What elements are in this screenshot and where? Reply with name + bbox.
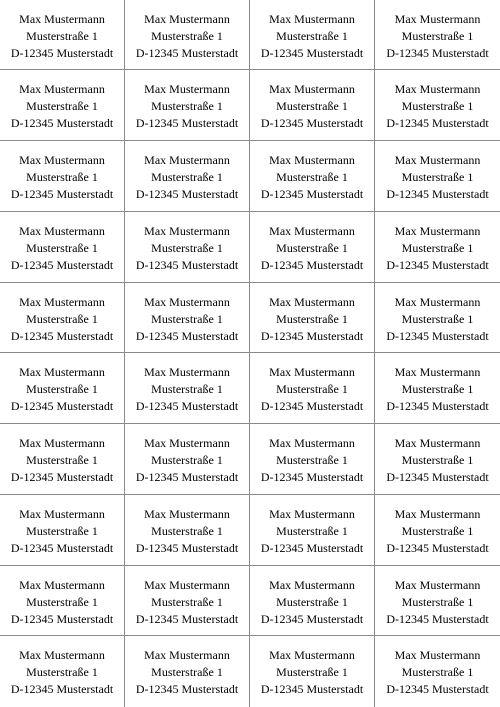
label-city: D-12345 Musterstadt	[386, 541, 489, 555]
label-street: Musterstraße 1	[401, 170, 474, 184]
label-name: Max Mustermann	[19, 436, 105, 450]
label-name: Max Mustermann	[269, 153, 355, 167]
label-name: Max Mustermann	[394, 507, 481, 521]
label-city: D-12345 Musterstadt	[135, 187, 239, 201]
label-street: Musterstraße 1	[401, 241, 474, 255]
label-street: Musterstraße 1	[26, 241, 98, 255]
label-name: Max Mustermann	[144, 295, 230, 309]
label-name: Max Mustermann	[19, 224, 105, 238]
label-street: Musterstraße 1	[276, 312, 348, 326]
address-label	[375, 636, 500, 707]
label-street: Musterstraße 1	[401, 29, 474, 43]
label-street: Musterstraße 1	[401, 99, 474, 113]
label-name: Max Mustermann	[19, 507, 105, 521]
label-street: Musterstraße 1	[401, 595, 474, 609]
label-name: Max Mustermann	[394, 365, 481, 379]
address-label	[0, 566, 125, 636]
label-name: Max Mustermann	[19, 365, 105, 379]
label-city: D-12345 Musterstadt	[260, 612, 364, 626]
label-street: Musterstraße 1	[401, 524, 474, 538]
label-street: Musterstraße 1	[151, 29, 223, 43]
address-label	[125, 636, 250, 707]
label-city: D-12345 Musterstadt	[135, 399, 239, 413]
label-street: Musterstraße 1	[151, 99, 223, 113]
label-city: D-12345 Musterstadt	[135, 682, 239, 696]
label-name: Max Mustermann	[269, 365, 355, 379]
address-label	[375, 424, 500, 495]
label-street: Musterstraße 1	[151, 524, 223, 538]
label-city: D-12345 Musterstadt	[10, 258, 114, 272]
address-label	[375, 212, 500, 283]
address-label	[0, 70, 125, 141]
label-name: Max Mustermann	[144, 578, 230, 592]
label-street: Musterstraße 1	[276, 29, 348, 43]
label-street: Musterstraße 1	[401, 665, 474, 679]
address-label	[375, 0, 500, 70]
label-street: Musterstraße 1	[276, 595, 348, 609]
address-label	[375, 283, 500, 353]
label-city: D-12345 Musterstadt	[386, 329, 489, 343]
address-label	[125, 0, 250, 70]
address-label	[125, 212, 250, 283]
label-city: D-12345 Musterstadt	[260, 116, 364, 130]
label-city: D-12345 Musterstadt	[10, 470, 114, 484]
address-label	[0, 495, 125, 566]
label-city: D-12345 Musterstadt	[135, 541, 239, 555]
label-name: Max Mustermann	[394, 436, 481, 450]
label-city: D-12345 Musterstadt	[386, 682, 489, 696]
label-street: Musterstraße 1	[151, 241, 223, 255]
label-name: Max Mustermann	[144, 507, 230, 521]
label-name: Max Mustermann	[394, 12, 481, 26]
address-label	[0, 636, 125, 707]
label-street: Musterstraße 1	[26, 99, 98, 113]
label-name: Max Mustermann	[144, 12, 230, 26]
address-label	[0, 283, 125, 353]
address-label	[250, 495, 375, 566]
label-name: Max Mustermann	[19, 578, 105, 592]
label-city: D-12345 Musterstadt	[386, 258, 489, 272]
address-label	[0, 212, 125, 283]
label-street: Musterstraße 1	[26, 595, 98, 609]
address-label	[250, 212, 375, 283]
label-city: D-12345 Musterstadt	[10, 116, 114, 130]
label-name: Max Mustermann	[269, 507, 355, 521]
label-name: Max Mustermann	[19, 12, 105, 26]
address-label	[375, 70, 500, 141]
address-label	[250, 353, 375, 424]
address-label	[250, 566, 375, 636]
address-label	[125, 353, 250, 424]
address-label	[250, 70, 375, 141]
address-label	[375, 353, 500, 424]
label-name: Max Mustermann	[269, 82, 355, 96]
address-label	[250, 141, 375, 212]
label-name: Max Mustermann	[394, 224, 481, 238]
label-city: D-12345 Musterstadt	[386, 187, 489, 201]
address-label	[125, 141, 250, 212]
label-city: D-12345 Musterstadt	[260, 682, 364, 696]
address-label	[375, 141, 500, 212]
address-label	[0, 141, 125, 212]
label-name: Max Mustermann	[394, 578, 481, 592]
label-street: Musterstraße 1	[26, 665, 98, 679]
label-city: D-12345 Musterstadt	[386, 612, 489, 626]
label-name: Max Mustermann	[269, 224, 355, 238]
label-street: Musterstraße 1	[151, 170, 223, 184]
label-city: D-12345 Musterstadt	[135, 612, 239, 626]
label-street: Musterstraße 1	[276, 382, 348, 396]
label-street: Musterstraße 1	[276, 170, 348, 184]
label-city: D-12345 Musterstadt	[260, 187, 364, 201]
address-label	[0, 353, 125, 424]
label-city: D-12345 Musterstadt	[10, 612, 114, 626]
address-label	[125, 70, 250, 141]
address-label	[125, 283, 250, 353]
label-street: Musterstraße 1	[151, 382, 223, 396]
label-street: Musterstraße 1	[26, 170, 98, 184]
label-city: D-12345 Musterstadt	[386, 46, 489, 60]
label-name: Max Mustermann	[144, 648, 230, 662]
label-street: Musterstraße 1	[151, 453, 223, 467]
address-label	[125, 495, 250, 566]
address-label	[125, 424, 250, 495]
label-name: Max Mustermann	[19, 82, 105, 96]
label-street: Musterstraße 1	[151, 312, 223, 326]
label-city: D-12345 Musterstadt	[135, 258, 239, 272]
address-label	[250, 0, 375, 70]
label-city: D-12345 Musterstadt	[260, 258, 364, 272]
label-street: Musterstraße 1	[26, 524, 98, 538]
label-name: Max Mustermann	[394, 153, 481, 167]
address-label	[250, 424, 375, 495]
label-street: Musterstraße 1	[26, 312, 98, 326]
label-city: D-12345 Musterstadt	[135, 329, 239, 343]
label-city: D-12345 Musterstadt	[260, 470, 364, 484]
label-city: D-12345 Musterstadt	[135, 46, 239, 60]
label-street: Musterstraße 1	[26, 29, 98, 43]
label-city: D-12345 Musterstadt	[260, 46, 364, 60]
label-city: D-12345 Musterstadt	[386, 399, 489, 413]
label-city: D-12345 Musterstadt	[10, 329, 114, 343]
label-street: Musterstraße 1	[151, 665, 223, 679]
address-label	[375, 495, 500, 566]
label-street: Musterstraße 1	[401, 312, 474, 326]
label-city: D-12345 Musterstadt	[10, 541, 114, 555]
label-city: D-12345 Musterstadt	[260, 541, 364, 555]
label-name: Max Mustermann	[144, 82, 230, 96]
label-street: Musterstraße 1	[276, 453, 348, 467]
label-name: Max Mustermann	[394, 295, 481, 309]
label-name: Max Mustermann	[394, 648, 481, 662]
label-city: D-12345 Musterstadt	[386, 470, 489, 484]
label-name: Max Mustermann	[144, 365, 230, 379]
address-label	[375, 566, 500, 636]
label-city: D-12345 Musterstadt	[135, 470, 239, 484]
address-label	[0, 0, 125, 70]
label-street: Musterstraße 1	[151, 595, 223, 609]
address-label	[0, 424, 125, 495]
label-city: D-12345 Musterstadt	[260, 399, 364, 413]
label-city: D-12345 Musterstadt	[260, 329, 364, 343]
label-city: D-12345 Musterstadt	[10, 399, 114, 413]
label-city: D-12345 Musterstadt	[10, 46, 114, 60]
label-city: D-12345 Musterstadt	[386, 116, 489, 130]
label-name: Max Mustermann	[269, 12, 355, 26]
label-name: Max Mustermann	[19, 295, 105, 309]
label-name: Max Mustermann	[144, 436, 230, 450]
label-street: Musterstraße 1	[401, 453, 474, 467]
label-name: Max Mustermann	[394, 82, 481, 96]
label-name: Max Mustermann	[269, 295, 355, 309]
label-name: Max Mustermann	[144, 153, 230, 167]
address-label	[125, 566, 250, 636]
address-label	[250, 636, 375, 707]
label-street: Musterstraße 1	[26, 382, 98, 396]
label-name: Max Mustermann	[19, 153, 105, 167]
label-name: Max Mustermann	[144, 224, 230, 238]
label-city: D-12345 Musterstadt	[10, 187, 114, 201]
label-street: Musterstraße 1	[401, 382, 474, 396]
label-street: Musterstraße 1	[276, 241, 348, 255]
label-name: Max Mustermann	[269, 648, 355, 662]
label-street: Musterstraße 1	[26, 453, 98, 467]
label-name: Max Mustermann	[19, 648, 105, 662]
label-street: Musterstraße 1	[276, 524, 348, 538]
address-label	[250, 283, 375, 353]
label-name: Max Mustermann	[269, 436, 355, 450]
label-city: D-12345 Musterstadt	[135, 116, 239, 130]
label-street: Musterstraße 1	[276, 665, 348, 679]
label-name: Max Mustermann	[269, 578, 355, 592]
label-street: Musterstraße 1	[276, 99, 348, 113]
label-city: D-12345 Musterstadt	[10, 682, 114, 696]
